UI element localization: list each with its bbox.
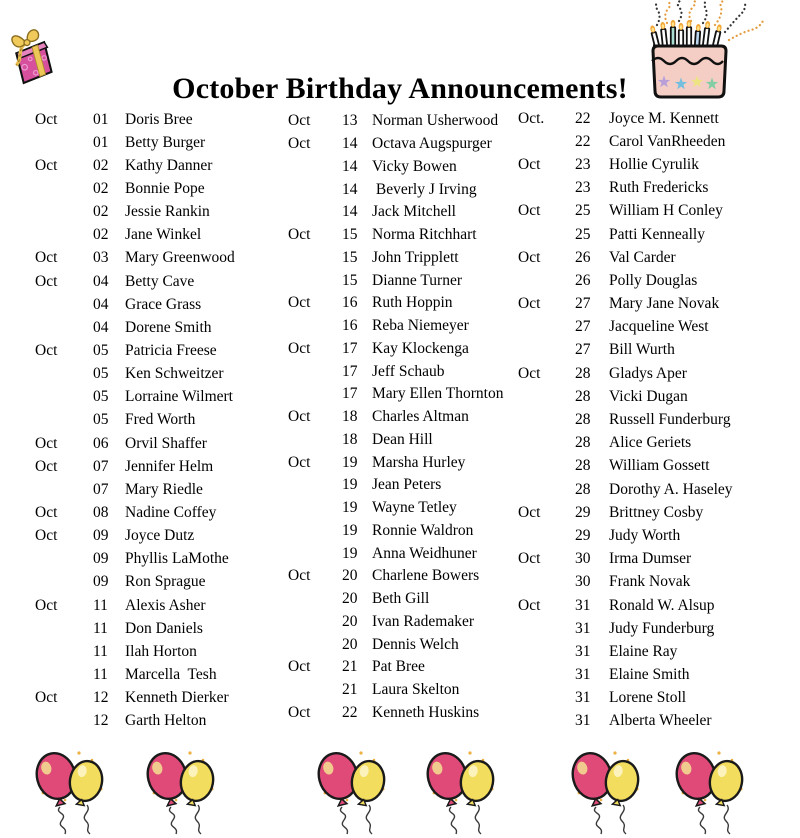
- birthday-entry: [288, 702, 523, 725]
- person-name: Mary Jane Novak: [609, 295, 720, 313]
- birthday-entry: [35, 640, 285, 663]
- month-label: Oct: [35, 503, 58, 521]
- person-name: Alice Geriets: [609, 434, 692, 452]
- day-number: 19: [342, 499, 358, 517]
- month-label: Oct: [35, 156, 58, 174]
- day-number: 15: [342, 226, 358, 244]
- birthday-entry: [288, 542, 523, 565]
- birthday-entry: [518, 408, 793, 431]
- day-number: 18: [342, 408, 358, 426]
- birthday-entry: [35, 131, 285, 154]
- month-label: Oct: [518, 503, 541, 521]
- birthday-entry: [288, 110, 523, 133]
- birthday-entry: [35, 293, 285, 316]
- birthday-entry: [288, 269, 523, 292]
- person-name: Kay Klockenga: [372, 339, 469, 357]
- person-name: Jeff Schaub: [372, 362, 445, 380]
- person-name: Pat Bree: [372, 658, 425, 676]
- birthday-entry: [35, 617, 285, 640]
- person-name: William H Conley: [609, 202, 723, 220]
- month-label: Oct: [35, 434, 58, 452]
- birthday-entry: [518, 617, 793, 640]
- person-name: Frank Novak: [609, 573, 691, 591]
- person-name: Jennifer Helm: [125, 457, 214, 475]
- day-number: 05: [93, 341, 109, 359]
- person-name: Betty Burger: [125, 133, 206, 151]
- day-number: 11: [93, 665, 108, 683]
- day-number: 19: [342, 544, 358, 562]
- birthday-entry: [288, 224, 523, 247]
- day-number: 20: [342, 590, 358, 608]
- birthday-entry: [35, 501, 285, 524]
- month-label: Oct: [288, 658, 311, 676]
- person-name: Jane Winkel: [125, 226, 202, 244]
- day-number: 03: [93, 249, 109, 267]
- birthday-entry: [518, 177, 793, 200]
- person-name: Vicky Bowen: [372, 157, 457, 175]
- person-name: Irma Dumser: [609, 550, 692, 568]
- day-number: 28: [575, 434, 591, 452]
- day-number: 17: [342, 385, 358, 403]
- balloons-icon: [145, 748, 219, 836]
- day-number: 31: [575, 619, 591, 637]
- birthday-entry: [288, 474, 523, 497]
- person-name: Russell Funderburg: [609, 411, 731, 429]
- birthday-entry: [288, 156, 523, 179]
- birthday-entry: [518, 548, 793, 571]
- person-name: Mary Riedle: [125, 480, 203, 498]
- day-number: 26: [575, 248, 591, 266]
- person-name: John Tripplett: [372, 248, 459, 266]
- person-name: Ken Schweitzer: [125, 365, 224, 383]
- person-name: Marsha Hurley: [372, 453, 466, 471]
- day-number: 20: [342, 635, 358, 653]
- person-name: Ilah Horton: [125, 642, 197, 660]
- day-number: 04: [93, 295, 109, 313]
- day-number: 25: [575, 202, 591, 220]
- birthday-entry: [288, 292, 523, 315]
- month-label: Oct: [288, 453, 311, 471]
- month-label: Oct: [288, 112, 311, 130]
- person-name: Hollie Cyrulik: [609, 155, 699, 173]
- day-number: 28: [575, 457, 591, 475]
- birthday-entry: [35, 710, 285, 733]
- month-label: Oct: [288, 339, 311, 357]
- birthday-entry: [35, 432, 285, 455]
- day-number: 29: [575, 526, 591, 544]
- birthday-entry: [35, 687, 285, 710]
- month-label: Oct: [35, 527, 58, 545]
- day-number: 05: [93, 411, 109, 429]
- person-name: Orvil Shaffer: [125, 434, 207, 452]
- birthday-entry: [35, 525, 285, 548]
- person-name: Betty Cave: [125, 272, 195, 290]
- person-name: Brittney Cosby: [609, 503, 704, 521]
- birthday-entry: [518, 107, 793, 130]
- person-name: Ronald W. Alsup: [609, 596, 715, 614]
- day-number: 22: [575, 109, 591, 127]
- day-number: 02: [93, 179, 109, 197]
- birthday-entry: [288, 451, 523, 474]
- day-number: 14: [342, 203, 358, 221]
- month-label: Oct: [518, 596, 541, 614]
- person-name: Dorene Smith: [125, 318, 212, 336]
- person-name: Wayne Tetley: [372, 499, 457, 517]
- day-number: 11: [93, 619, 108, 637]
- birthday-column-2: [288, 110, 523, 724]
- balloons-icon: [570, 748, 644, 836]
- birthday-entry: [288, 588, 523, 611]
- person-name: Nadine Coffey: [125, 503, 217, 521]
- birthday-column-1: [35, 108, 285, 733]
- month-label: Oct: [35, 110, 58, 128]
- day-number: 14: [342, 180, 358, 198]
- birthday-entry: [35, 571, 285, 594]
- birthday-entry: [35, 154, 285, 177]
- birthday-entry: [518, 710, 793, 733]
- person-name: Don Daniels: [125, 619, 203, 637]
- day-number: 17: [342, 339, 358, 357]
- birthday-entry: [518, 130, 793, 153]
- day-number: 20: [342, 612, 358, 630]
- birthday-entry: [35, 224, 285, 247]
- day-number: 14: [342, 135, 358, 153]
- month-label: Oct: [35, 689, 58, 707]
- birthday-cake-icon: [634, 0, 786, 104]
- birthday-entry: [288, 656, 523, 679]
- person-name: Laura Skelton: [372, 681, 460, 699]
- birthday-entry: [35, 386, 285, 409]
- birthday-entry: [35, 247, 285, 270]
- day-number: 05: [93, 365, 109, 383]
- person-name: Elaine Smith: [609, 666, 690, 684]
- day-number: 01: [93, 110, 109, 128]
- person-name: Mary Greenwood: [125, 249, 235, 267]
- day-number: 11: [93, 596, 108, 614]
- person-name: William Gossett: [609, 457, 710, 475]
- day-number: 04: [93, 272, 109, 290]
- day-number: 06: [93, 434, 109, 452]
- day-number: 07: [93, 480, 109, 498]
- balloons-row: [0, 748, 800, 838]
- day-number: 28: [575, 411, 591, 429]
- person-name: Kenneth Dierker: [125, 689, 229, 707]
- birthday-entry: [288, 133, 523, 156]
- day-number: 19: [342, 521, 358, 539]
- day-number: 22: [575, 132, 591, 150]
- month-label: Oct: [35, 457, 58, 475]
- day-number: 21: [342, 658, 358, 676]
- birthday-entry: [518, 293, 793, 316]
- birthday-entry: [35, 177, 285, 200]
- birthday-entry: [518, 153, 793, 176]
- person-name: Lorene Stoll: [609, 689, 687, 707]
- birthday-entry: [35, 478, 285, 501]
- day-number: 02: [93, 226, 109, 244]
- birthday-entry: [35, 663, 285, 686]
- person-name: Charles Altman: [372, 408, 469, 426]
- birthday-entry: [518, 362, 793, 385]
- person-name: Ivan Rademaker: [372, 612, 474, 630]
- day-number: 31: [575, 689, 591, 707]
- month-label: Oct: [288, 294, 311, 312]
- month-label: Oct: [288, 408, 311, 426]
- day-number: 07: [93, 457, 109, 475]
- month-label: Oct: [518, 295, 541, 313]
- person-name: Kenneth Huskins: [372, 703, 480, 721]
- person-name: Jack Mitchell: [372, 203, 456, 221]
- day-number: 15: [342, 248, 358, 266]
- person-name: Jean Peters: [372, 476, 442, 494]
- birthday-entry: [518, 246, 793, 269]
- day-number: 27: [575, 318, 591, 336]
- person-name: Dean Hill: [372, 430, 433, 448]
- person-name: Val Carder: [609, 248, 676, 266]
- birthday-entry: [518, 269, 793, 292]
- month-label: Oct: [518, 155, 541, 173]
- day-number: 31: [575, 596, 591, 614]
- birthday-entry: [288, 338, 523, 361]
- month-label: Oct: [35, 249, 58, 267]
- birthday-entry: [518, 594, 793, 617]
- day-number: 04: [93, 318, 109, 336]
- person-name: Dorothy A. Haseley: [609, 480, 733, 498]
- person-name: Beth Gill: [372, 590, 430, 608]
- day-number: 16: [342, 294, 358, 312]
- person-name: Fred Worth: [125, 411, 196, 429]
- person-name: Joyce Dutz: [125, 527, 195, 545]
- day-number: 29: [575, 503, 591, 521]
- birthday-entry: [288, 429, 523, 452]
- birthday-entry: [35, 339, 285, 362]
- month-label: Oct: [35, 596, 58, 614]
- person-name: Dennis Welch: [372, 635, 459, 653]
- birthday-entry: [35, 108, 285, 131]
- person-name: Reba Niemeyer: [372, 317, 469, 335]
- person-name: Phyllis LaMothe: [125, 550, 229, 568]
- person-name: Octava Augspurger: [372, 135, 492, 153]
- birthday-entry: [35, 409, 285, 432]
- day-number: 15: [342, 271, 358, 289]
- birthday-entry: [288, 679, 523, 702]
- birthday-entry: [288, 383, 523, 406]
- day-number: 21: [342, 681, 358, 699]
- birthday-entry: [518, 524, 793, 547]
- month-label: Oct: [518, 550, 541, 568]
- birthday-entry: [35, 270, 285, 293]
- birthday-entry: [518, 339, 793, 362]
- birthday-entry: [288, 611, 523, 634]
- person-name: Grace Grass: [125, 295, 202, 313]
- day-number: 27: [575, 295, 591, 313]
- person-name: Jessie Rankin: [125, 203, 210, 221]
- month-label: Oct: [288, 226, 311, 244]
- person-name: Vicki Dugan: [609, 387, 688, 405]
- day-number: 28: [575, 387, 591, 405]
- birthday-entry: [288, 178, 523, 201]
- balloons-icon: [425, 748, 499, 836]
- day-number: 13: [342, 112, 358, 130]
- person-name: Elaine Ray: [609, 642, 678, 660]
- month-label: Oct: [288, 567, 311, 585]
- day-number: 30: [575, 550, 591, 568]
- day-number: 02: [93, 156, 109, 174]
- birthday-entry: [518, 200, 793, 223]
- day-number: 02: [93, 203, 109, 221]
- day-number: 31: [575, 666, 591, 684]
- birthday-entry: [288, 633, 523, 656]
- day-number: 14: [342, 157, 358, 175]
- person-name: Doris Bree: [125, 110, 193, 128]
- month-label: Oct: [288, 135, 311, 153]
- page-title: October Birthday Announcements!: [172, 72, 628, 106]
- birthday-entry: [288, 360, 523, 383]
- day-number: 17: [342, 362, 358, 380]
- day-number: 22: [342, 703, 358, 721]
- birthday-entry: [288, 520, 523, 543]
- birthday-entry: [518, 455, 793, 478]
- person-name: Ruth Hoppin: [372, 294, 453, 312]
- birthday-entry: [35, 594, 285, 617]
- day-number: 23: [575, 155, 591, 173]
- birthday-entry: [518, 316, 793, 339]
- birthday-entry: [35, 201, 285, 224]
- person-name: Gladys Aper: [609, 364, 687, 382]
- person-name: Charlene Bowers: [372, 567, 480, 585]
- day-number: 18: [342, 430, 358, 448]
- day-number: 28: [575, 364, 591, 382]
- birthday-entry: [35, 363, 285, 386]
- month-label: Oct: [518, 202, 541, 220]
- person-name: Norma Ritchhart: [372, 226, 477, 244]
- birthday-entry: [518, 687, 793, 710]
- person-name: Joyce M. Kennett: [609, 109, 719, 127]
- month-label: Oct: [288, 703, 311, 721]
- month-label: Oct: [518, 248, 541, 266]
- day-number: 12: [93, 689, 109, 707]
- birthday-entry: [35, 548, 285, 571]
- birthday-entry: [518, 640, 793, 663]
- person-name: Norman Usherwood: [372, 112, 499, 130]
- birthday-entry: [288, 406, 523, 429]
- day-number: 01: [93, 133, 109, 151]
- person-name: Anna Weidhuner: [372, 544, 477, 562]
- day-number: 20: [342, 567, 358, 585]
- birthday-entry: [288, 315, 523, 338]
- person-name: Alexis Asher: [125, 596, 206, 614]
- day-number: 16: [342, 317, 358, 335]
- birthday-entry: [288, 247, 523, 270]
- birthday-column-3: [518, 107, 793, 733]
- month-label: Oct: [35, 272, 58, 290]
- month-label: Oct: [518, 364, 541, 382]
- day-number: 12: [93, 712, 109, 730]
- person-name: Carol VanRheeden: [609, 132, 726, 150]
- birthday-entry: [518, 571, 793, 594]
- month-label: Oct: [35, 341, 58, 359]
- person-name: Mary Ellen Thornton: [372, 385, 504, 403]
- day-number: 09: [93, 573, 109, 591]
- day-number: 30: [575, 573, 591, 591]
- day-number: 09: [93, 527, 109, 545]
- person-name: Beverly J Irving: [372, 180, 477, 198]
- balloons-icon: [674, 748, 748, 836]
- day-number: 26: [575, 271, 591, 289]
- person-name: Ron Sprague: [125, 573, 206, 591]
- birthday-entry: [518, 432, 793, 455]
- month-label: Oct.: [518, 109, 545, 127]
- birthday-entry: [518, 223, 793, 246]
- person-name: Judy Funderburg: [609, 619, 715, 637]
- person-name: Alberta Wheeler: [609, 712, 712, 730]
- person-name: Bonnie Pope: [125, 179, 205, 197]
- day-number: 11: [93, 642, 108, 660]
- day-number: 19: [342, 476, 358, 494]
- person-name: Patti Kenneally: [609, 225, 705, 243]
- person-name: Judy Worth: [609, 526, 681, 544]
- person-name: Patricia Freese: [125, 341, 217, 359]
- birthday-entry: [518, 664, 793, 687]
- person-name: Bill Wurth: [609, 341, 675, 359]
- balloons-icon: [34, 748, 108, 836]
- person-name: Marcella Tesh: [125, 665, 217, 683]
- person-name: Kathy Danner: [125, 156, 213, 174]
- day-number: 25: [575, 225, 591, 243]
- person-name: Ruth Fredericks: [609, 179, 709, 197]
- person-name: Garth Helton: [125, 712, 207, 730]
- birthday-entry: [288, 201, 523, 224]
- person-name: Jacqueline West: [609, 318, 709, 336]
- birthday-entry: [518, 385, 793, 408]
- person-name: Dianne Turner: [372, 271, 462, 289]
- birthday-entry: [518, 501, 793, 524]
- birthday-entry: [35, 316, 285, 339]
- day-number: 31: [575, 712, 591, 730]
- birthday-entry: [35, 455, 285, 478]
- day-number: 19: [342, 453, 358, 471]
- day-number: 23: [575, 179, 591, 197]
- day-number: 28: [575, 480, 591, 498]
- balloons-icon: [316, 748, 390, 836]
- day-number: 27: [575, 341, 591, 359]
- birthday-entry: [288, 565, 523, 588]
- birthday-entry: [288, 497, 523, 520]
- day-number: 31: [575, 642, 591, 660]
- day-number: 08: [93, 503, 109, 521]
- birthday-entry: [518, 478, 793, 501]
- day-number: 05: [93, 388, 109, 406]
- day-number: 09: [93, 550, 109, 568]
- person-name: Lorraine Wilmert: [125, 388, 233, 406]
- person-name: Ronnie Waldron: [372, 521, 474, 539]
- person-name: Polly Douglas: [609, 271, 698, 289]
